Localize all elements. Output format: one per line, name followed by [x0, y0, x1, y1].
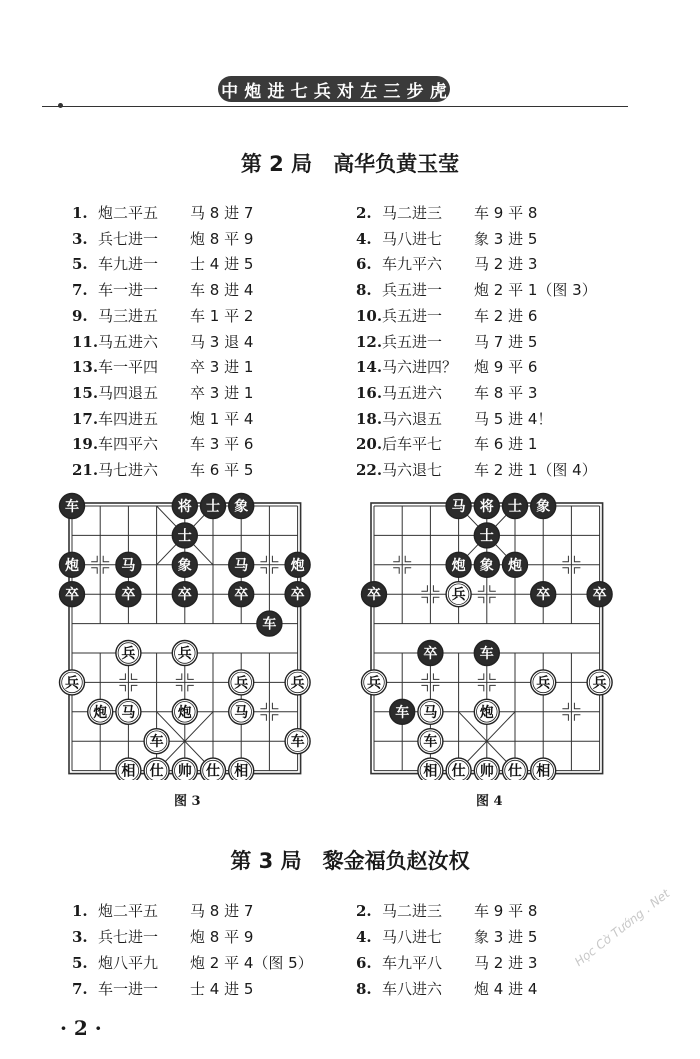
piece-label: 车	[423, 734, 438, 751]
red-piece	[172, 699, 197, 724]
move-black: 马 3 退 4	[190, 332, 254, 351]
red-piece	[285, 729, 310, 754]
move-row	[356, 382, 537, 403]
move-black: 炮 4 进 4	[474, 980, 538, 998]
move-row	[72, 202, 253, 223]
move-black: 炮 8 平 9	[190, 229, 254, 248]
move-row	[72, 253, 253, 274]
move-red: 马六进四？	[382, 358, 458, 377]
move-number: 6.	[356, 954, 372, 972]
move-red: 车四平六	[98, 435, 159, 454]
move-number: 16.	[356, 383, 383, 402]
red-piece	[418, 729, 443, 754]
move-black: 卒 3 进 1	[190, 358, 254, 377]
move-red: 炮二平五	[98, 902, 159, 920]
move-black: 卒 3 进 1	[190, 383, 254, 402]
piece-label: 兵	[367, 675, 381, 692]
move-red: 马六退七	[382, 461, 443, 479]
move-row	[72, 279, 253, 300]
black-piece	[390, 699, 415, 724]
piece-label: 相	[234, 763, 249, 780]
move-black: 象 3 进 5	[474, 928, 538, 946]
move-row	[72, 900, 253, 921]
move-red: 兵五进一	[382, 332, 443, 351]
black-piece	[531, 582, 556, 607]
piece-label: 卒	[367, 587, 381, 604]
move-number: 8.	[356, 980, 372, 998]
move-number: 8.	[356, 281, 372, 300]
figure-4-caption: 图 4	[476, 794, 503, 809]
piece-label: 炮	[93, 704, 108, 721]
piece-label: 士	[479, 528, 494, 545]
move-red: 兵五进一	[382, 306, 443, 325]
header-char: 七	[290, 81, 308, 102]
move-row	[356, 279, 597, 300]
black-piece	[285, 552, 310, 577]
move-red: 马三进五	[98, 306, 159, 325]
black-piece	[587, 582, 612, 607]
move-row	[356, 952, 537, 973]
red-piece	[88, 699, 113, 724]
move-black: 马 8 进 7	[190, 204, 254, 222]
move-number: 3.	[72, 928, 88, 946]
move-red: 车一平四	[98, 358, 159, 377]
page-number: · 2 ·	[60, 1016, 102, 1040]
red-piece	[229, 670, 254, 695]
move-row	[356, 202, 537, 223]
chess-board-fig4	[358, 490, 620, 780]
piece-label: 卒	[65, 587, 79, 604]
header-char: 左	[360, 81, 378, 102]
move-black: 车 2 进 1（图 4）	[474, 461, 597, 479]
move-black: 炮 1 平 4	[190, 409, 254, 428]
piece-label: 炮	[479, 704, 494, 721]
piece-label: 兵	[234, 675, 249, 692]
piece-label: 马	[234, 704, 249, 721]
move-number: 2.	[356, 902, 372, 920]
piece-label: 帅	[177, 763, 192, 780]
move-row	[356, 305, 537, 326]
move-red: 兵七进一	[98, 928, 159, 946]
piece-label: 卒	[234, 587, 249, 604]
red-piece	[144, 758, 169, 780]
move-red: 车八进六	[382, 980, 443, 998]
move-black: 马 7 进 5	[474, 332, 538, 351]
header-char: 虎	[429, 81, 447, 102]
red-piece	[172, 758, 197, 780]
chess-board-fig3	[56, 490, 318, 780]
header-char: 步	[406, 81, 424, 102]
header-char: 中	[221, 81, 239, 102]
move-red: 车四进五	[98, 409, 159, 428]
black-piece	[229, 552, 254, 577]
move-red: 车九平八	[382, 954, 443, 972]
piece-label: 马	[451, 499, 466, 515]
piece-label: 车	[65, 499, 79, 515]
red-piece	[531, 670, 556, 695]
piece-label: 马	[121, 557, 136, 574]
piece-label: 相	[536, 763, 551, 780]
black-piece	[229, 494, 254, 519]
move-black: 车 8 进 4	[190, 281, 254, 300]
move-number: 12.	[356, 332, 383, 351]
piece-label: 士	[206, 499, 220, 515]
black-piece	[474, 494, 499, 519]
move-row	[72, 408, 253, 429]
black-piece	[116, 552, 141, 577]
move-black: 炮 9 平 6	[474, 358, 538, 377]
red-piece	[503, 758, 528, 780]
move-number: 6.	[356, 255, 372, 274]
black-piece	[446, 494, 471, 519]
move-number: 4.	[356, 928, 372, 946]
move-black: 车 8 平 3	[474, 383, 538, 402]
move-red: 后车平七	[382, 435, 443, 454]
chapter-header-title	[218, 76, 450, 102]
move-black: 士 4 进 5	[190, 255, 254, 274]
red-piece	[201, 758, 226, 780]
black-piece	[474, 552, 499, 577]
move-row	[356, 900, 537, 921]
piece-label: 卒	[592, 587, 607, 604]
move-red: 车九平六	[382, 255, 443, 274]
piece-label: 仕	[206, 763, 220, 780]
move-number: 19.	[72, 435, 99, 454]
move-number: 15.	[72, 383, 99, 402]
header-char: 兵	[313, 81, 331, 102]
move-black: 马 5 进 4！	[474, 409, 553, 428]
red-piece	[531, 758, 556, 780]
black-piece	[172, 523, 197, 548]
move-row	[72, 356, 253, 377]
move-red: 马五进六	[382, 383, 443, 402]
black-piece	[474, 523, 499, 548]
figure-4-board	[358, 490, 620, 784]
header-char: 进	[267, 81, 285, 102]
piece-label: 相	[121, 763, 136, 780]
figure-3-board	[56, 490, 318, 784]
move-black: 车 2 进 6	[474, 306, 538, 325]
move-number: 22.	[356, 461, 383, 479]
move-red: 马二进三	[382, 902, 443, 920]
move-row	[72, 952, 313, 973]
move-number: 7.	[72, 281, 88, 300]
move-row	[356, 253, 537, 274]
red-piece	[116, 758, 141, 780]
move-number: 2.	[356, 204, 372, 222]
black-piece	[503, 494, 528, 519]
move-black: 士 4 进 5	[190, 980, 254, 998]
piece-label: 将	[177, 499, 192, 515]
piece-label: 马	[121, 704, 136, 721]
move-row	[72, 382, 253, 403]
header-divider-dot	[58, 103, 63, 108]
move-number: 20.	[356, 435, 383, 454]
red-piece	[229, 699, 254, 724]
move-number: 4.	[356, 229, 372, 248]
move-number: 18.	[356, 409, 383, 428]
header-divider	[42, 106, 628, 107]
piece-label: 车	[149, 734, 164, 751]
piece-label: 象	[234, 499, 249, 515]
move-row	[356, 331, 537, 352]
black-piece	[201, 494, 226, 519]
header-char: 三	[383, 81, 401, 102]
move-row	[72, 459, 253, 480]
red-piece	[60, 670, 85, 695]
piece-label: 卒	[290, 587, 305, 604]
piece-label: 炮	[290, 557, 305, 574]
piece-label: 士	[177, 528, 192, 545]
red-piece	[285, 670, 310, 695]
piece-label: 兵	[177, 646, 192, 662]
move-number: 13.	[72, 358, 99, 377]
piece-label: 车	[479, 646, 494, 662]
black-piece	[285, 582, 310, 607]
figure-3-caption: 图 3	[174, 794, 201, 809]
move-red: 炮八平九	[98, 954, 159, 972]
move-red: 车九进一	[98, 255, 159, 274]
piece-label: 车	[262, 616, 277, 633]
black-piece	[172, 582, 197, 607]
game-2-title: 第 2 局 高华负黄玉莹	[240, 152, 460, 176]
move-black: 炮 2 平 4（图 5）	[190, 954, 313, 972]
move-row	[356, 978, 537, 999]
black-piece	[172, 552, 197, 577]
move-red: 车一进一	[98, 980, 159, 998]
red-piece	[362, 670, 387, 695]
piece-label: 车	[290, 734, 305, 751]
move-row	[72, 228, 253, 249]
move-number: 1.	[72, 902, 88, 920]
black-piece	[418, 641, 443, 666]
move-red: 马八进七	[382, 229, 443, 248]
move-black: 车 9 平 8	[474, 902, 538, 920]
red-piece	[418, 758, 443, 780]
move-row	[72, 433, 253, 454]
piece-label: 马	[423, 704, 438, 721]
move-red: 马四退五	[98, 383, 159, 402]
black-piece	[446, 552, 471, 577]
red-piece	[116, 699, 141, 724]
black-piece	[474, 641, 499, 666]
header-char: 对	[337, 81, 355, 102]
move-red: 马六退五	[382, 409, 443, 428]
red-piece	[446, 582, 471, 607]
piece-label: 兵	[592, 675, 607, 692]
piece-label: 将	[479, 499, 494, 515]
move-number: 21.	[72, 461, 99, 479]
header-char: 炮	[244, 81, 262, 102]
move-black: 马 2 进 3	[474, 954, 538, 972]
move-black: 马 8 进 7	[190, 902, 254, 920]
red-piece	[418, 699, 443, 724]
red-piece	[116, 641, 141, 666]
black-piece	[60, 582, 85, 607]
move-red: 兵五进一	[382, 281, 443, 300]
red-piece	[474, 758, 499, 780]
move-black: 马 2 进 3	[474, 255, 538, 274]
move-red: 兵七进一	[98, 229, 159, 248]
move-number: 17.	[72, 409, 99, 428]
move-black: 车 1 平 2	[190, 306, 254, 325]
move-row	[72, 978, 253, 999]
black-piece	[531, 494, 556, 519]
move-row	[72, 926, 253, 947]
piece-label: 炮	[508, 557, 522, 574]
move-red: 马二进三	[382, 204, 443, 222]
move-number: 7.	[72, 980, 88, 998]
move-black: 车 6 进 1	[474, 435, 538, 454]
move-red: 炮二平五	[98, 204, 159, 222]
move-black: 象 3 进 5	[474, 229, 538, 248]
piece-label: 兵	[121, 646, 136, 662]
move-red: 马五进六	[98, 332, 159, 351]
piece-label: 仕	[149, 763, 164, 780]
piece-label: 兵	[536, 675, 551, 692]
move-number: 10.	[356, 306, 383, 325]
piece-label: 象	[479, 557, 494, 574]
move-black: 车 3 平 6	[190, 435, 254, 454]
chapter-header-banner	[218, 76, 450, 102]
move-row	[356, 433, 537, 454]
piece-label: 士	[508, 499, 522, 515]
red-piece	[587, 670, 612, 695]
black-piece	[116, 582, 141, 607]
piece-label: 帅	[479, 763, 494, 780]
piece-label: 炮	[65, 557, 79, 574]
piece-label: 车	[395, 704, 410, 721]
black-piece	[257, 611, 282, 636]
black-piece	[362, 582, 387, 607]
move-red: 马八进七	[382, 928, 443, 946]
piece-label: 马	[234, 557, 249, 574]
move-number: 14.	[356, 358, 383, 377]
move-number: 5.	[72, 255, 88, 274]
move-black: 车 9 平 8	[474, 204, 538, 222]
red-piece	[144, 729, 169, 754]
move-red: 马七进六	[98, 461, 159, 479]
move-black: 车 6 平 5	[190, 461, 254, 479]
move-number: 11.	[72, 332, 99, 351]
red-piece	[446, 758, 471, 780]
piece-label: 炮	[177, 704, 192, 721]
move-row	[72, 331, 253, 352]
move-black: 炮 2 平 1（图 3）	[474, 281, 597, 300]
piece-label: 卒	[536, 587, 551, 604]
piece-label: 象	[177, 557, 192, 574]
black-piece	[229, 582, 254, 607]
piece-label: 兵	[290, 675, 305, 692]
black-piece	[60, 552, 85, 577]
move-row	[356, 926, 537, 947]
piece-label: 卒	[423, 646, 438, 662]
move-red: 车一进一	[98, 281, 159, 300]
black-piece	[60, 494, 85, 519]
piece-label: 仕	[508, 763, 522, 780]
move-row	[356, 459, 597, 480]
move-row	[72, 305, 253, 326]
piece-label: 仕	[451, 763, 466, 780]
move-row	[356, 228, 537, 249]
piece-label: 兵	[65, 675, 79, 692]
move-row	[356, 408, 552, 429]
piece-label: 象	[536, 499, 551, 515]
move-number: 3.	[72, 229, 88, 248]
move-number: 1.	[72, 204, 88, 222]
piece-label: 炮	[451, 557, 466, 574]
move-number: 5.	[72, 954, 88, 972]
red-piece	[474, 699, 499, 724]
red-piece	[229, 758, 254, 780]
game-3-title: 第 3 局 黎金福负赵汝权	[230, 849, 470, 873]
watermark: Học Cờ Tướng . Net	[572, 886, 673, 970]
red-piece	[172, 641, 197, 666]
black-piece	[503, 552, 528, 577]
move-row	[356, 356, 537, 377]
move-number: 9.	[72, 306, 88, 325]
piece-label: 兵	[451, 587, 466, 604]
piece-label: 卒	[177, 587, 192, 604]
piece-label: 相	[423, 763, 438, 780]
black-piece	[172, 494, 197, 519]
move-black: 炮 8 平 9	[190, 928, 254, 946]
piece-label: 卒	[121, 587, 136, 604]
